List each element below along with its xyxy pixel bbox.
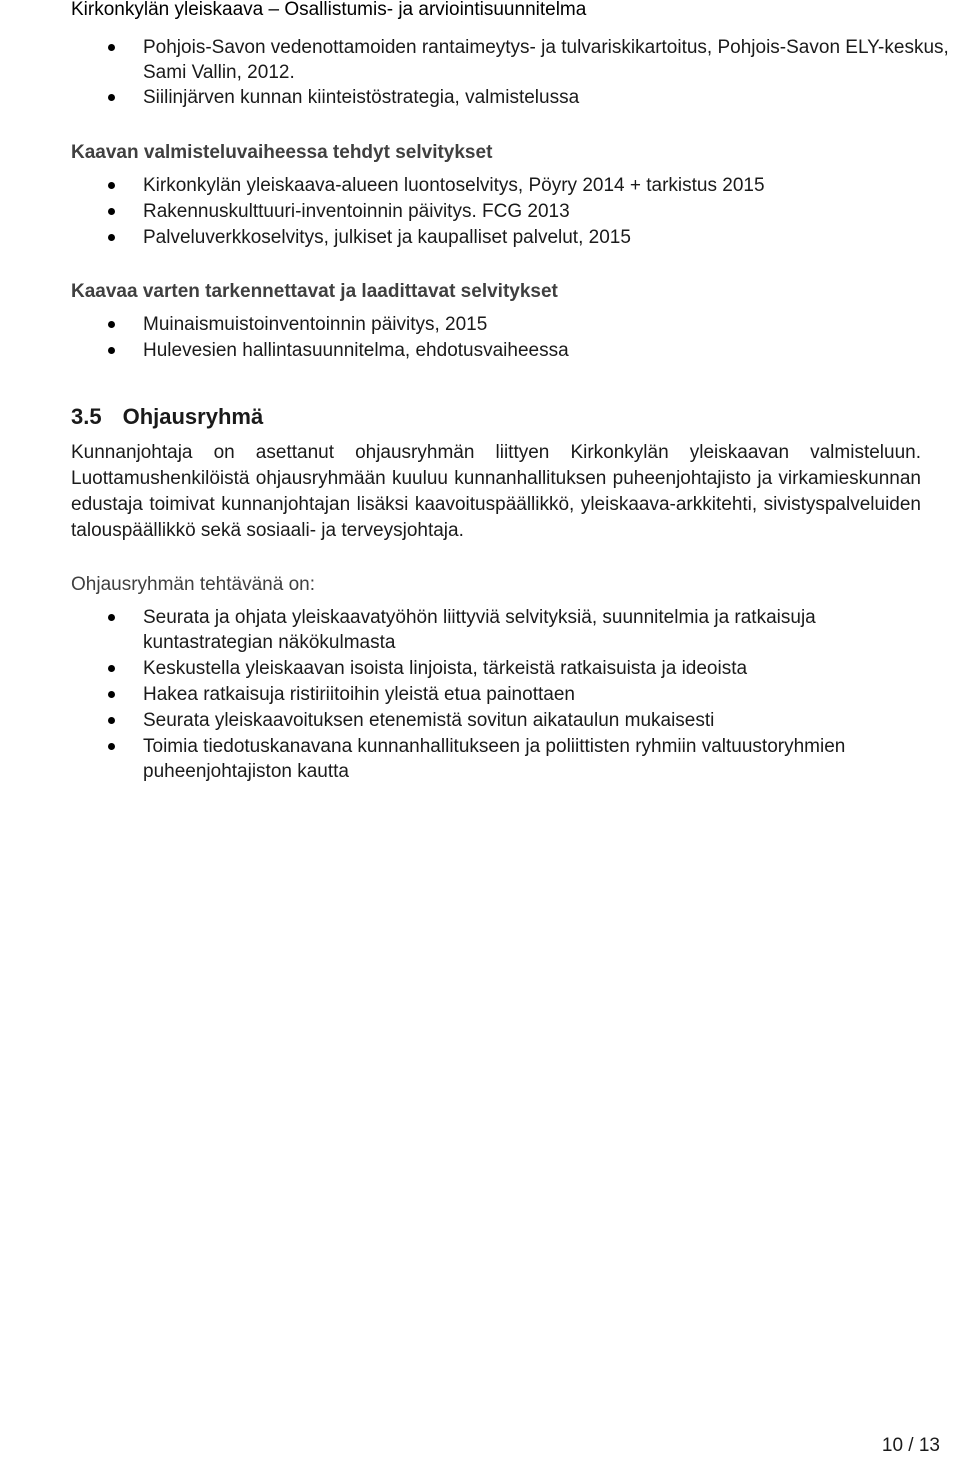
tasks-section <box>71 572 951 597</box>
list-item: Toimia tiedotuskanavana kunnanhallitukseen ja poliittisten ryhmiin valtuustoryhmien puheenjohtajiston kautta <box>71 734 943 784</box>
tarkennettavat-section <box>71 279 951 363</box>
list-item: Kirkonkylän yleiskaava-alueen luontoselvitys, Pöyry 2014 + tarkistus 2015 <box>71 173 951 198</box>
selvitykset-heading: Kaavan valmisteluvaiheessa tehdyt selvitykset <box>71 142 493 163</box>
list-item: Hulevesien hallintasuunnitelma, ehdotusvaiheessa <box>71 338 951 363</box>
tasks-list <box>71 605 943 784</box>
list-item: Seurata ja ohjata yleiskaavatyöhön liittyviä selvityksiä, suunnitelmia ja ratkaisuja kuntastrategian näkökulmasta <box>71 605 943 655</box>
top-bullet-list <box>71 35 951 110</box>
list-item: Muinaismuistoinventoinnin päivitys, 2015 <box>71 312 951 337</box>
document-header: Kirkonkylän yleiskaava – Osallistumis- ja arviointisuunnitelma <box>71 0 587 20</box>
section-number: 3.5 <box>71 404 102 429</box>
tasks-heading: Ohjausryhmän tehtävänä on: <box>71 574 315 595</box>
section-title: Ohjausryhmä <box>122 404 264 429</box>
ohjausryhma-paragraph: Kunnanjohtaja on asettanut ohjausryhmän liittyen Kirkonkylän yleiskaavan valmisteluun. Luottamushenkilöistä ohjausryhmään kuuluu kunnanhallituksen puheenjohtajisto ja virkamieskunnan edustaja toimivat kunnanjohtajan lisäksi kaavoituspäällikkö, yleiskaava-arkkitehti, sivistyspalveluiden talouspäällikkö sekä sosiaali- ja terveysjohtaja. <box>71 442 921 541</box>
selvitykset-list <box>71 173 951 250</box>
list-item: Hakea ratkaisuja ristiriitoihin yleistä etua painottaen <box>71 682 943 707</box>
tarkennettavat-list <box>71 312 951 363</box>
list-item: Palveluverkkoselvitys, julkiset ja kaupalliset palvelut, 2015 <box>71 225 951 250</box>
top-bullet-list-section <box>71 35 951 110</box>
list-item: Pohjois-Savon vedenottamoiden rantaimeytys- ja tulvariskikartoitus, Pohjois-Savon ELY-keskus, Sami Vallin, 2012. <box>71 35 951 85</box>
list-item: Seurata yleiskaavoituksen etenemistä sovitun aikataulun mukaisesti <box>71 708 943 733</box>
selvitykset-section <box>71 140 951 250</box>
section-heading-ohjausryhma <box>71 404 263 430</box>
list-item: Siilinjärven kunnan kiinteistöstrategia, valmistelussa <box>71 85 951 110</box>
ohjausryhma-paragraph-section <box>71 440 921 544</box>
list-item: Keskustella yleiskaavan isoista linjoista, tärkeistä ratkaisuista ja ideoista <box>71 656 943 681</box>
page-number: 10 / 13 <box>881 1435 940 1456</box>
tarkennettavat-heading: Kaavaa varten tarkennettavat ja laadittavat selvitykset <box>71 281 558 302</box>
tasks-list-section <box>71 605 943 784</box>
list-item: Rakennuskulttuuri-inventoinnin päivitys. FCG 2013 <box>71 199 951 224</box>
